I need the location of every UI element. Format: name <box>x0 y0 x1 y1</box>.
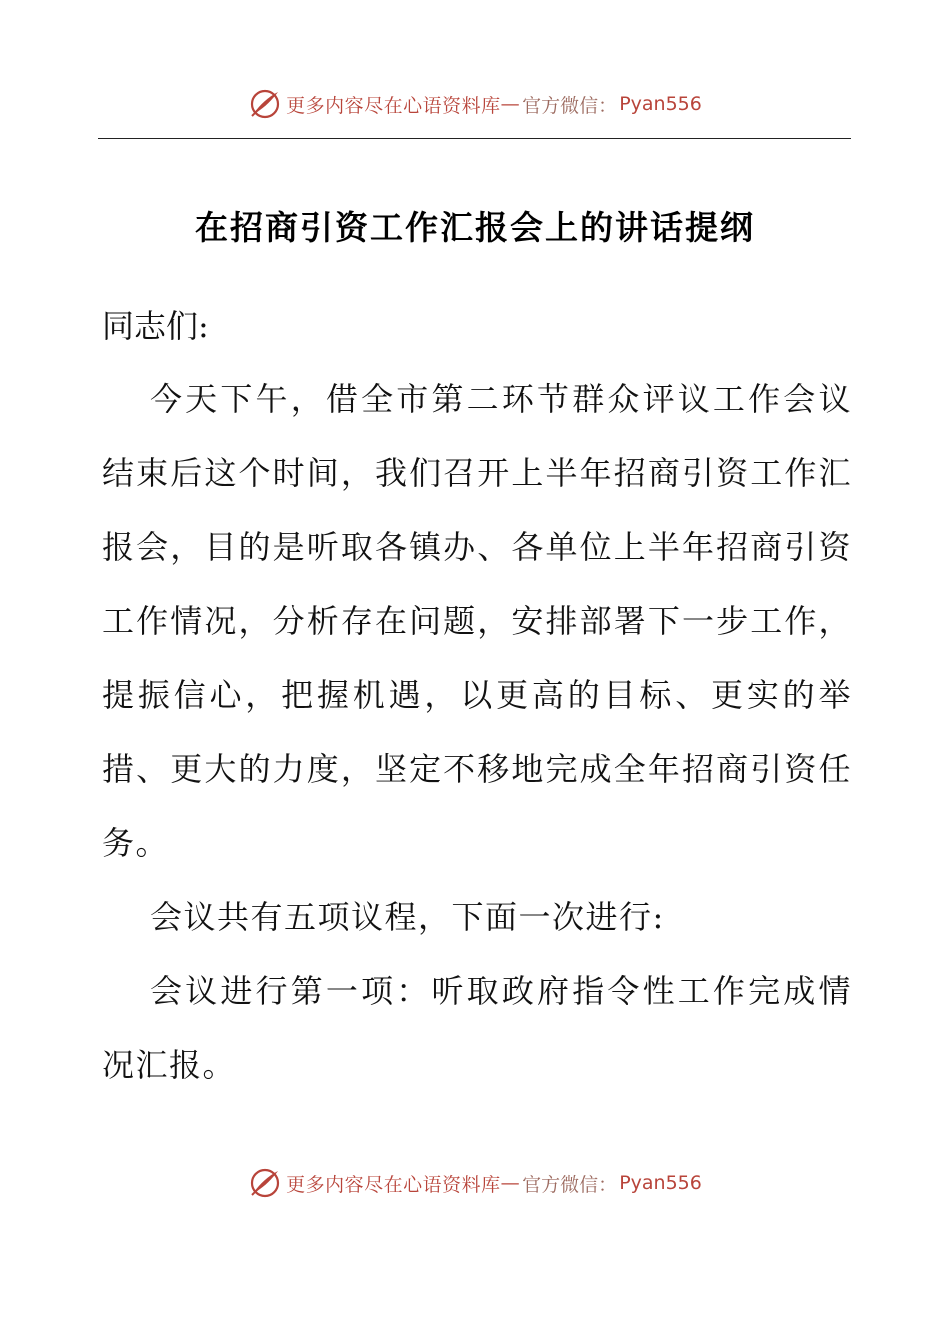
header-divider <box>98 138 851 139</box>
paragraph-opening: 今天下午，借全市第二环节群众评议工作会议结束后这个时间，我们召开上半年招商引资工作汇报会，目的是听取各镇办、各单位上半年招商引资工作情况，分析存在问题，安排部署下一步工作，提振信心，把握机遇，以更高的目标、更实的举措、更大的力度，坚定不移地完成全年招商引资任务。 <box>102 380 852 862</box>
banner-wechat-id: Pyan556 <box>619 1172 702 1194</box>
banner-separator: — <box>500 93 521 115</box>
document-body <box>102 290 852 1102</box>
footer-banner <box>0 1163 950 1203</box>
salutation: 同志们: <box>102 307 209 345</box>
quill-logo-icon <box>248 1166 282 1200</box>
banner-brand-text: 更多内容尽在心语资料库 <box>286 94 501 117</box>
banner-wechat-id: Pyan556 <box>619 93 702 115</box>
banner-brand-text: 更多内容尽在心语资料库 <box>286 1173 501 1196</box>
document-title: 在招商引资工作汇报会上的讲话提纲 <box>195 208 755 247</box>
paragraph-item-one: 会议进行第一项：听取政府指令性工作完成情况汇报。 <box>102 972 852 1084</box>
banner-wechat-label: 官方微信： <box>522 1173 618 1196</box>
header-banner <box>0 84 950 124</box>
paragraph-agenda: 会议共有五项议程，下面一次进行: <box>150 898 665 936</box>
banner-wechat-label: 官方微信： <box>522 94 618 117</box>
quill-logo-icon <box>248 87 282 121</box>
banner-separator: — <box>500 1172 521 1194</box>
